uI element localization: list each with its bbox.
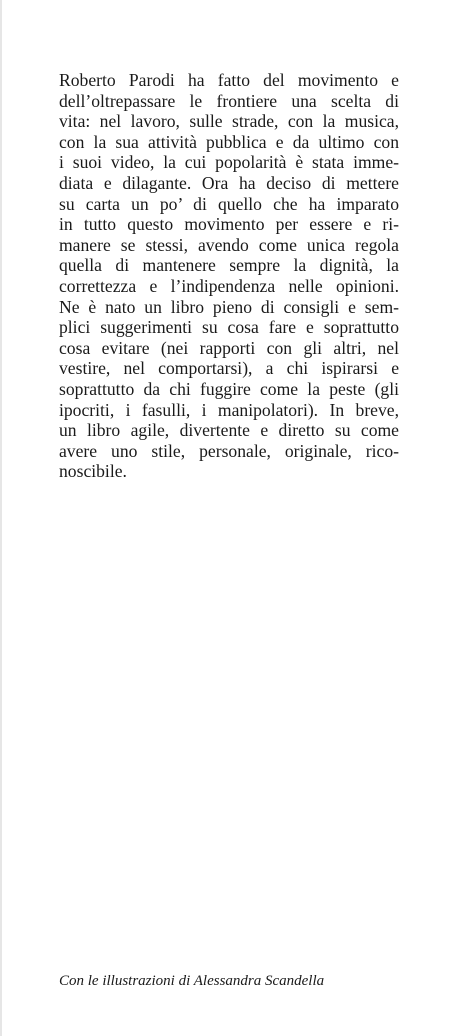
description-line: noscibile. [59, 461, 127, 482]
illustrator-credit: Con le illustrazioni di Alessandra Scandella [59, 973, 325, 989]
description-line: ipocriti, i fasulli, i manipolatori). In breve, [59, 399, 399, 420]
description-line: diata e dilagante. Ora ha deciso di mettere [59, 172, 399, 193]
description-line: soprattutto da chi fuggire come la peste (gli [59, 378, 399, 399]
page-edge-divider [0, 0, 2, 1036]
description-line: un libro agile, divertente e diretto su come [59, 420, 399, 441]
description-line: quella di mantenere sempre la dignità, la [59, 255, 399, 276]
description-line: plici suggerimenti su cosa fare e soprattutto [59, 317, 399, 338]
description-line: dell’oltrepassare le frontiere una scelta di [59, 90, 399, 111]
description-line: i suoi video, la cui popolarità è stata imme- [59, 152, 399, 173]
description-line: con la sua attività pubblica e da ultimo con [59, 131, 399, 152]
book-description [59, 70, 399, 482]
description-line: Roberto Parodi ha fatto del movimento e [59, 70, 399, 90]
description-line: in tutto questo movimento per essere e ri- [59, 214, 399, 235]
description-line: Ne è nato un libro pieno di consigli e sem- [59, 296, 399, 317]
description-line: correttezza e l’indipendenza nelle opinioni. [59, 275, 399, 296]
description-line: su carta un po’ di quello che ha imparato [59, 193, 399, 214]
description-line: cosa evitare (nei rapporti con gli altri, nel [59, 337, 399, 358]
description-line: avere uno stile, personale, originale, rico- [59, 440, 399, 461]
description-line: manere se stessi, avendo come unica regola [59, 234, 399, 255]
description-line: vestire, nel comportarsi), a chi ispirarsi e [59, 358, 399, 379]
description-line: vita: nel lavoro, sulle strade, con la musica, [59, 111, 399, 132]
